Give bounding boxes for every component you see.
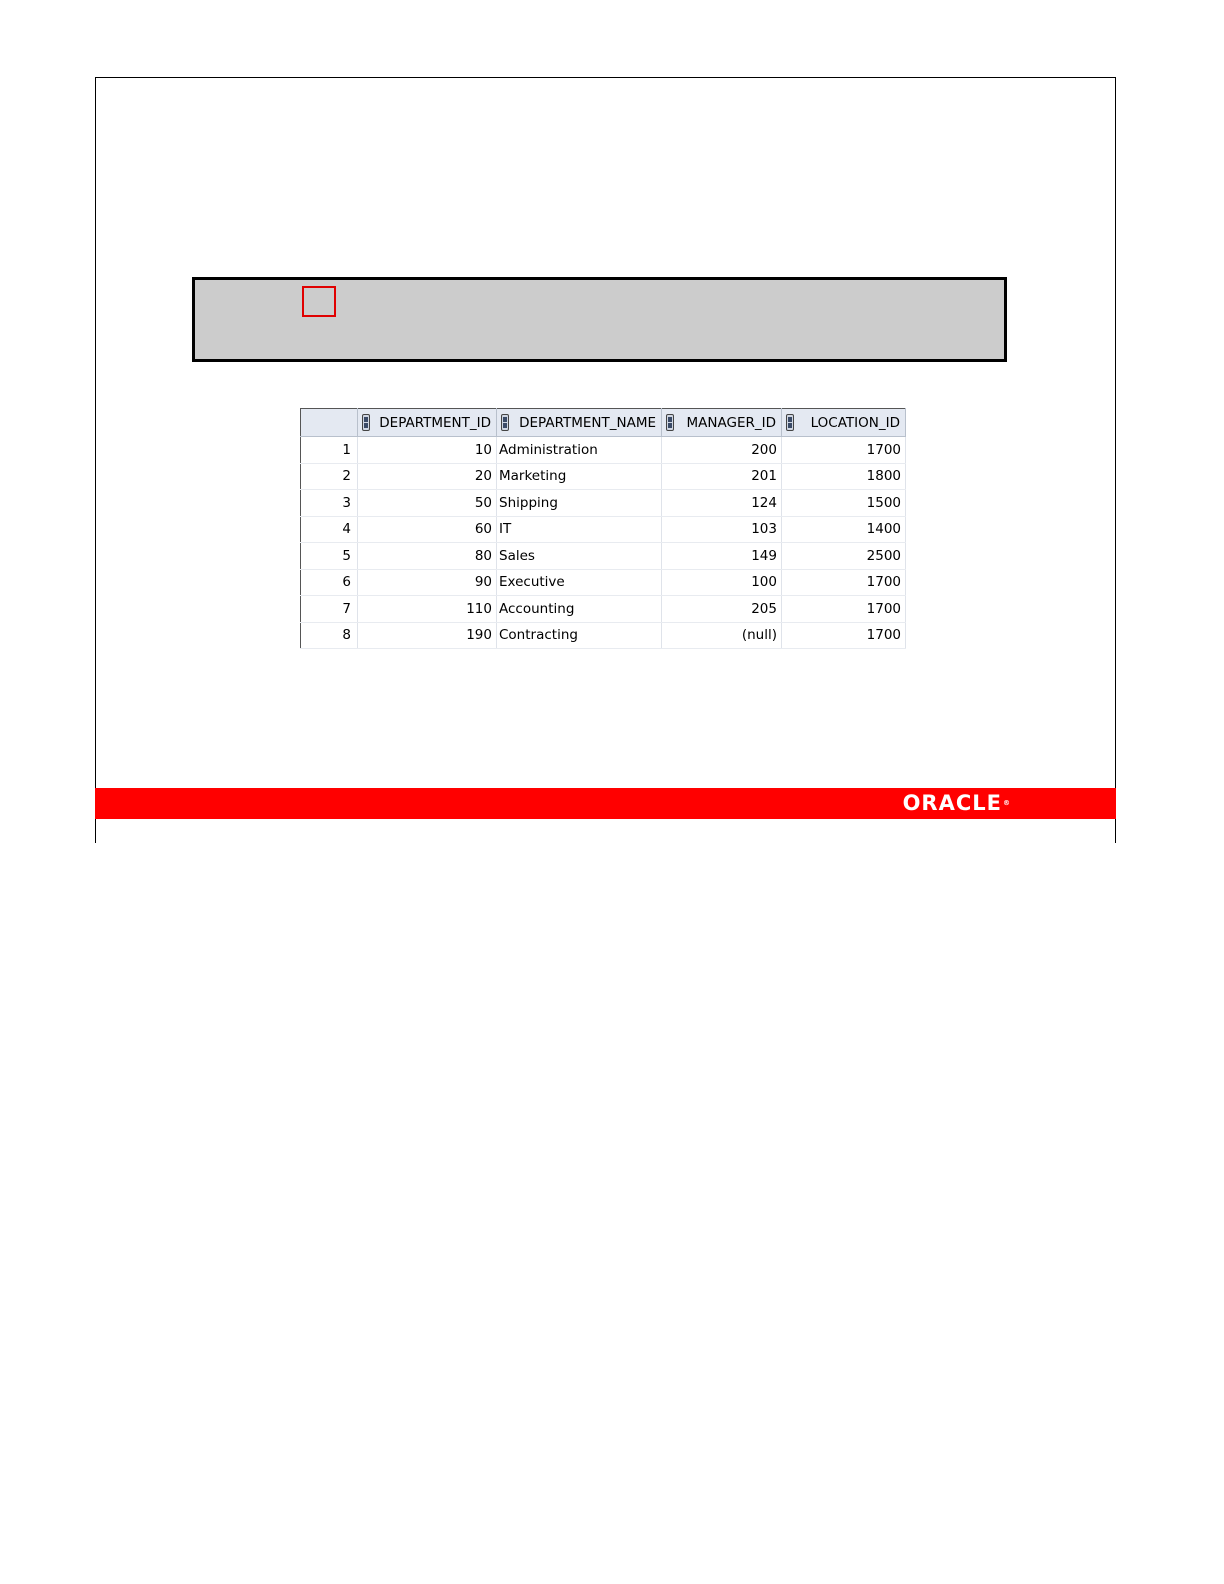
cell-department-name[interactable]: Administration (497, 437, 662, 464)
cell-department-name[interactable]: Shipping (497, 490, 662, 517)
column-header-department-name[interactable] (497, 409, 662, 437)
column-header-label: DEPARTMENT_ID (379, 414, 491, 431)
table-row[interactable] (301, 437, 906, 464)
cell-department-id[interactable]: 50 (358, 490, 497, 517)
column-header-department-id[interactable] (358, 409, 497, 437)
column-header-label: DEPARTMENT_NAME (519, 414, 656, 431)
row-number: 7 (301, 596, 358, 623)
cell-department-name[interactable]: Marketing (497, 463, 662, 490)
row-number: 6 (301, 569, 358, 596)
cell-manager-id[interactable]: 200 (662, 437, 782, 464)
cell-manager-id[interactable]: 124 (662, 490, 782, 517)
oracle-logo (903, 792, 1010, 814)
cell-manager-id[interactable]: 205 (662, 596, 782, 623)
registered-mark: ® (1003, 799, 1010, 807)
column-header-location-id[interactable] (782, 409, 906, 437)
table-row[interactable] (301, 463, 906, 490)
row-number: 2 (301, 463, 358, 490)
table-row[interactable] (301, 596, 906, 623)
cell-location-id[interactable]: 1700 (782, 437, 906, 464)
cell-manager-id[interactable]: 201 (662, 463, 782, 490)
column-header-manager-id[interactable] (662, 409, 782, 437)
cell-location-id[interactable]: 1500 (782, 490, 906, 517)
cell-department-name[interactable]: Sales (497, 543, 662, 570)
cell-location-id[interactable]: 1700 (782, 569, 906, 596)
cell-department-id[interactable]: 110 (358, 596, 497, 623)
sort-az-icon[interactable] (362, 414, 370, 431)
cell-location-id[interactable]: 2500 (782, 543, 906, 570)
cell-department-id[interactable]: 190 (358, 622, 497, 649)
sort-az-icon[interactable] (666, 414, 674, 431)
cell-location-id[interactable]: 1700 (782, 622, 906, 649)
cell-department-id[interactable]: 20 (358, 463, 497, 490)
table-row[interactable] (301, 569, 906, 596)
row-number: 5 (301, 543, 358, 570)
results-grid (300, 408, 906, 649)
cell-manager-id[interactable]: (null) (662, 622, 782, 649)
row-number: 1 (301, 437, 358, 464)
row-number: 3 (301, 490, 358, 517)
cell-manager-id[interactable]: 103 (662, 516, 782, 543)
cell-location-id[interactable]: 1700 (782, 596, 906, 623)
oracle-logo-text: ORACLE (902, 791, 1002, 815)
row-number: 8 (301, 622, 358, 649)
cell-manager-id[interactable]: 100 (662, 569, 782, 596)
grid-header-row (301, 409, 906, 437)
table-row[interactable] (301, 490, 906, 517)
table-row[interactable] (301, 543, 906, 570)
cell-location-id[interactable]: 1800 (782, 463, 906, 490)
footer-bar (95, 788, 1116, 819)
cell-department-id[interactable]: 10 (358, 437, 497, 464)
cell-department-name[interactable]: Contracting (497, 622, 662, 649)
column-header-label: MANAGER_ID (686, 414, 776, 431)
cell-department-name[interactable]: Executive (497, 569, 662, 596)
sort-az-icon[interactable] (501, 414, 509, 431)
cell-department-id[interactable]: 90 (358, 569, 497, 596)
cell-department-id[interactable]: 60 (358, 516, 497, 543)
cell-department-id[interactable]: 80 (358, 543, 497, 570)
table-row[interactable] (301, 516, 906, 543)
cell-department-name[interactable]: IT (497, 516, 662, 543)
cell-department-name[interactable]: Accounting (497, 596, 662, 623)
row-number-header (301, 409, 358, 437)
cell-location-id[interactable]: 1400 (782, 516, 906, 543)
table-row[interactable] (301, 622, 906, 649)
column-header-label: LOCATION_ID (810, 414, 900, 431)
sort-az-icon[interactable] (786, 414, 794, 431)
cell-manager-id[interactable]: 149 (662, 543, 782, 570)
row-number: 4 (301, 516, 358, 543)
highlight-box (302, 286, 336, 317)
